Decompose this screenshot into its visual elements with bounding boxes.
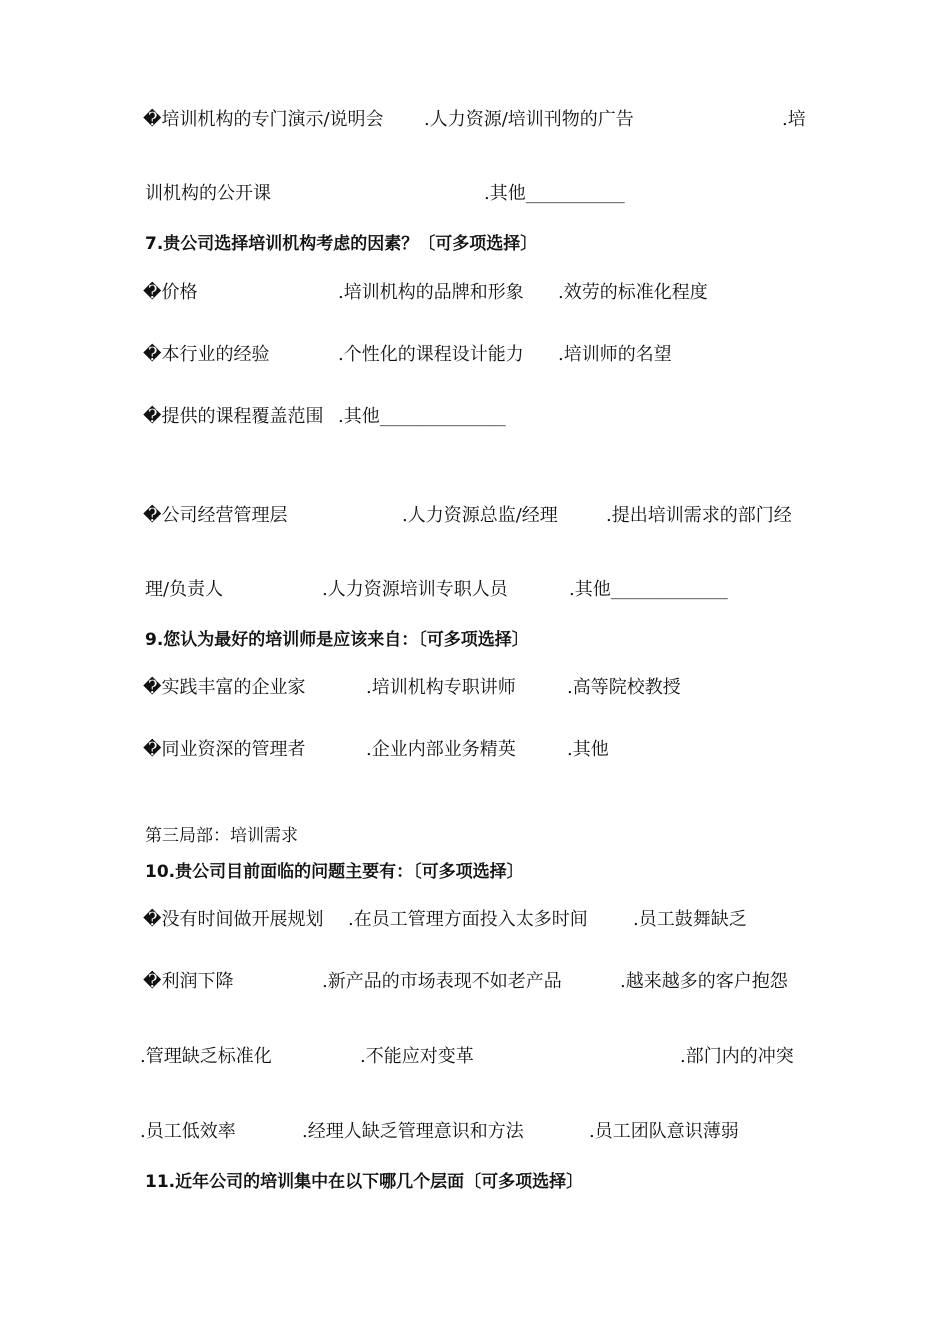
option-text: .人力资源总监/经理 <box>402 505 558 526</box>
option-text: �实践丰富的企业家 <box>143 677 306 698</box>
option-text: .其他___________ <box>484 183 625 204</box>
option-text: .管理缺乏标准化 <box>140 1046 272 1067</box>
question-9: 9.您认为最好的培训师是应该来自：〔可多项选择〕 <box>145 630 529 650</box>
option-text: .其他 <box>567 739 609 760</box>
option-text: .人力资源培训专职人员 <box>322 579 508 600</box>
option-text: .在员工管理方面投入太多时间 <box>348 909 588 930</box>
option-text: .高等院校教授 <box>567 677 681 698</box>
option-text: 训机构的公开课 <box>145 183 271 204</box>
option-text: .部门内的冲突 <box>680 1046 794 1067</box>
option-text: .培训机构专职讲师 <box>366 677 516 698</box>
option-text: .人力资源/培训刊物的广告 <box>424 109 634 130</box>
option-text: .其他_____________ <box>569 579 728 600</box>
option-text: �培训机构的专门演示/说明会 <box>143 109 384 130</box>
question-10: 10.贵公司目前面临的问题主要有：〔可多项选择〕 <box>145 862 524 882</box>
option-text: .新产品的市场表现不如老产品 <box>322 971 562 992</box>
option-text: .提出培训需求的部门经 <box>606 505 792 526</box>
option-text: .培 <box>782 109 806 130</box>
option-text: .个性化的课程设计能力 <box>338 344 524 365</box>
option-text: .不能应对变革 <box>360 1046 474 1067</box>
option-text: .员工团队意识薄弱 <box>589 1121 739 1142</box>
option-text: �公司经营管理层 <box>143 505 288 526</box>
option-text: .员工低效率 <box>140 1121 236 1142</box>
option-text: �价格 <box>143 282 198 303</box>
question-11: 11.近年公司的培训集中在以下哪几个层面〔可多项选择〕 <box>145 1172 584 1192</box>
option-text: .效劳的标准化程度 <box>558 282 708 303</box>
option-text: �没有时间做开展规划 <box>143 909 324 930</box>
option-text: �利润下降 <box>143 971 234 992</box>
option-text: 理/负责人 <box>145 579 224 600</box>
section-heading: 第三局部：培训需求 <box>145 826 298 846</box>
option-text: .企业内部业务精英 <box>366 739 516 760</box>
option-text: .经理人缺乏管理意识和方法 <box>302 1121 524 1142</box>
option-text: �本行业的经验 <box>143 344 270 365</box>
option-text: .其他______________ <box>338 406 506 427</box>
option-text: .培训机构的品牌和形象 <box>338 282 524 303</box>
option-text: .员工鼓舞缺乏 <box>633 909 747 930</box>
option-text: �提供的课程覆盖范围 <box>143 406 324 427</box>
option-text: .培训师的名望 <box>558 344 672 365</box>
option-text: �同业资深的管理者 <box>143 739 306 760</box>
option-text: .越来越多的客户抱怨 <box>620 971 788 992</box>
question-7: 7.贵公司选择培训机构考虑的因素？〔可多项选择〕 <box>145 234 538 254</box>
